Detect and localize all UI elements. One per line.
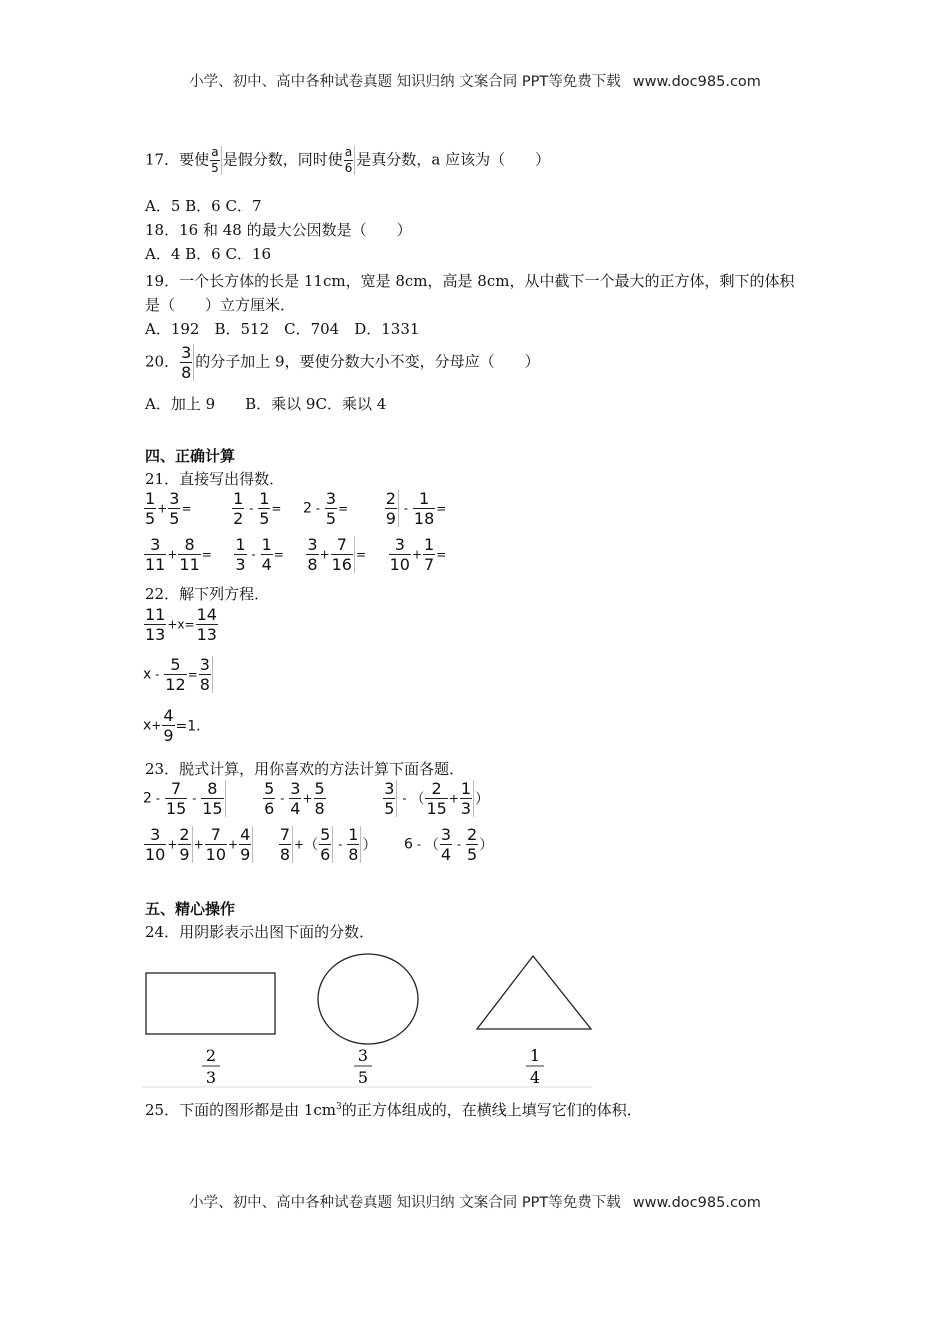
- fraction: $\frac{1}{5}$: [259, 489, 270, 528]
- q21-row-1: $\frac{1}{5}$ + $\frac{3}{5}$ = $\frac{1}{2}$ - $\frac{1}{5}$ = 2 - $\frac{3}{5}$ = $\frac{2}{9}$ - $\frac{1}{18}$ =: [145, 489, 447, 528]
- q20-options: A．加上 9 B．乘以 9C．乘以 4: [145, 395, 387, 413]
- fraction: $\frac{11}{13}$: [145, 605, 166, 644]
- fraction: $\frac{5}{6}$: [319, 826, 333, 863]
- fraction: $\frac{3}{8}$: [180, 344, 194, 381]
- equation-2: x - $\frac{5}{12}$ = $\frac{3}{8}$: [143, 656, 214, 693]
- rectangle-shape[interactable]: [146, 973, 275, 1034]
- fraction: $\frac{3}{5}$: [325, 489, 337, 528]
- question-23: 23．脱式计算，用你喜欢的方法计算下面各题．: [145, 760, 465, 778]
- fraction: $\frac{1}{18}$: [413, 489, 435, 528]
- footer-text: 小学、初中、高中各种试卷真题 知识归纳 文案合同 PPT等免费下载: [189, 1195, 621, 1211]
- fraction: $\frac{a}{6}$: [344, 146, 356, 175]
- fraction: $\frac{8}{15}$: [201, 780, 225, 817]
- header-text: 小学、初中、高中各种试卷真题 知识归纳 文案合同 PPT等免费下载: [189, 74, 621, 90]
- section-5-title: 五、精心操作: [145, 900, 236, 918]
- fraction: $\frac{3}{11}$: [145, 535, 166, 574]
- fraction: $\frac{1}{3}$: [235, 535, 246, 574]
- fraction: $\frac{2}{5}$: [467, 825, 478, 864]
- page-header: [0, 70, 950, 91]
- q17-stem: 17．要使: [145, 150, 210, 169]
- fraction-numerator: 1: [529, 1046, 541, 1065]
- fraction: $\frac{3}{10}$: [389, 535, 410, 574]
- question-18: 18．16 和 48 的最大公因数是（ ）: [145, 221, 412, 239]
- question-24: 24．用阴影表示出图下面的分数．: [145, 923, 375, 941]
- question-19-line1: 19．一个长方体的长是 11cm，宽是 8cm，高是 8cm，从中截下一个最大的正方体，剩下的体积: [145, 272, 795, 290]
- fraction: $\frac{1}{3}$: [460, 780, 474, 817]
- q18-options: A．4 B．6 C．16: [145, 245, 272, 263]
- fraction: $\frac{1}{8}$: [347, 826, 361, 863]
- fraction: $\frac{2}{9}$: [178, 826, 192, 863]
- footer-url[interactable]: www.doc985.com: [632, 1195, 761, 1211]
- fraction: $\frac{a}{5}$: [210, 146, 222, 175]
- equation-1: $\frac{11}{13}$ +x= $\frac{14}{13}$: [145, 605, 217, 644]
- triangle-shape[interactable]: [477, 956, 591, 1029]
- fraction: $\frac{5}{12}$: [165, 655, 186, 694]
- page-footer: [0, 1191, 950, 1212]
- fraction: $\frac{3}{4}$: [440, 825, 452, 864]
- circle-shape[interactable]: [318, 954, 418, 1044]
- fraction-numerator: 3: [357, 1046, 369, 1065]
- fraction: $\frac{1}{5}$: [145, 489, 156, 528]
- fraction-denominator: 4: [529, 1068, 541, 1087]
- section-4-title: 四、正确计算: [145, 447, 236, 465]
- fraction-numerator: 2: [205, 1046, 217, 1065]
- fraction: $\frac{2}{9}$: [385, 490, 399, 527]
- question-19-line2: 是（ ）立方厘米．: [145, 296, 296, 314]
- q17-options: A．5 B．6 C．7: [145, 197, 262, 215]
- q19-options: A．192 B．512 C．704 D．1331: [145, 320, 420, 338]
- fraction: $\frac{1}{7}$: [424, 535, 435, 574]
- fraction: $\frac{4}{9}$: [239, 826, 253, 863]
- fraction: $\frac{8}{11}$: [179, 535, 200, 574]
- q23-row-1: 2 - $\frac{7}{15}$ - $\frac{8}{15}$ $\frac{5}{6}$ - $\frac{3}{4}$ + $\frac{5}{8}$ $\frac{3}{5}$ - （ $\frac{2}{15}$ + $\frac{1}{3}$ ）: [143, 779, 490, 818]
- shapes-figure: [140, 950, 595, 1090]
- fraction: $\frac{14}{13}$: [196, 605, 217, 644]
- question-21: 21．直接写出得数．: [145, 470, 285, 488]
- fraction: $\frac{3}{4}$: [290, 779, 301, 818]
- question-25: 25．下面的图形都是由 $1cm^3$的正方体组成的，在横线上填写它们的体积．: [145, 1101, 642, 1119]
- q23-row-2: $\frac{3}{10}$ + $\frac{2}{9}$ + $\frac{7}{10}$ + $\frac{4}{9}$ $\frac{7}{8}$ +（ $\frac{5}{6}$ - $\frac{1}{8}$ ） 6 - （ $\frac{3}{4}$ - $\frac{2}{5}$ ）: [145, 825, 494, 864]
- fraction: $\frac{7}{15}$: [165, 779, 187, 818]
- fraction: $\frac{1}{2}$: [233, 489, 244, 528]
- question-17: [145, 146, 550, 175]
- fraction: $\frac{5}{6}$: [264, 779, 275, 818]
- fraction: $\frac{2}{15}$: [426, 779, 447, 818]
- fraction-denominator: 5: [357, 1068, 369, 1087]
- q21-row-2: $\frac{3}{11}$ + $\frac{8}{11}$ = $\frac{1}{3}$ - $\frac{1}{4}$ = $\frac{3}{8}$ + $\frac{7}{16}$ = $\frac{3}{10}$ + $\frac{1}{7}$ =: [145, 535, 447, 574]
- fraction: $\frac{7}{8}$: [279, 826, 293, 863]
- fraction: $\frac{5}{8}$: [314, 779, 325, 818]
- equation-3: x+ $\frac{4}{9}$ =1．: [143, 706, 211, 745]
- fraction: $\frac{7}{16}$: [331, 536, 355, 573]
- question-20: 20． $\frac{3}{8}$ 的分子加上 9，要使分数大小不变，分母应（ ）: [145, 343, 540, 382]
- fraction: $\frac{3}{5}$: [383, 780, 397, 817]
- question-22: 22．解下列方程．: [145, 585, 270, 603]
- fraction: $\frac{3}{10}$: [145, 825, 166, 864]
- q17-tail: 是真分数，a 应该为（ ）: [356, 150, 551, 169]
- fraction-denominator: 3: [205, 1068, 217, 1087]
- fraction: $\frac{3}{5}$: [169, 489, 180, 528]
- fraction: $\frac{1}{4}$: [261, 535, 272, 574]
- fraction: $\frac{4}{9}$: [163, 706, 174, 745]
- fraction: $\frac{3}{8}$: [307, 535, 318, 574]
- header-url[interactable]: www.doc985.com: [632, 74, 761, 90]
- q17-middle: 是假分数，同时使: [222, 150, 343, 169]
- fraction: $\frac{3}{8}$: [199, 656, 213, 693]
- fraction: $\frac{7}{10}$: [205, 825, 227, 864]
